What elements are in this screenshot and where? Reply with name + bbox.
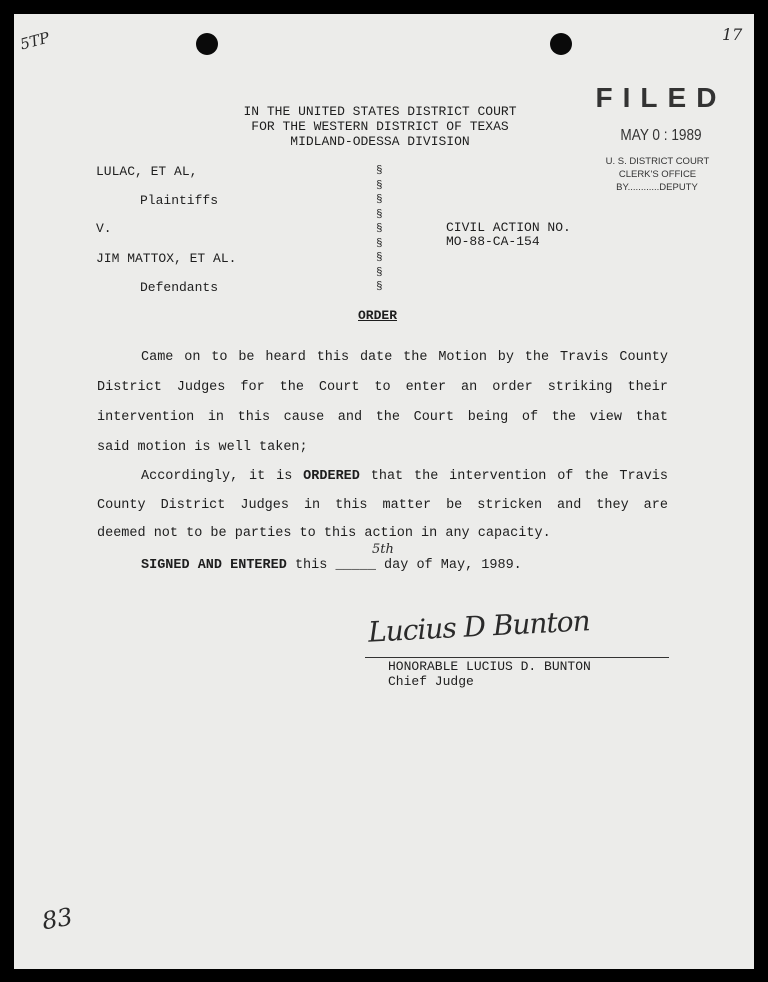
plaintiff-role: Plaintiffs	[140, 193, 219, 208]
filed-stamp-line: U. S. DISTRICT COURT	[605, 156, 710, 167]
body-line: Accordingly, it is ORDERED that the intervention of the Travis	[141, 469, 669, 484]
plaintiff-name: LULAC, ET AL,	[96, 164, 198, 179]
defendant-name: JIM MATTOX, ET AL.	[96, 251, 237, 266]
body-line: County District Judges in this matter be stricken and they are	[97, 498, 668, 513]
punch-hole	[196, 33, 218, 55]
handwritten-page-number: 17	[722, 25, 743, 44]
judge-signature: Lucius D Bunton	[367, 604, 591, 649]
versus: V.	[96, 221, 112, 236]
signed-line: SIGNED AND ENTERED this _____ day of May, 1989.	[141, 558, 522, 573]
body-line: said motion is well taken;	[97, 440, 308, 455]
court-heading: FOR THE WESTERN DISTRICT OF TEXAS	[251, 119, 509, 134]
defendant-role: Defendants	[140, 280, 219, 295]
handwritten-day: 5th	[372, 542, 394, 557]
signature-line	[365, 657, 669, 658]
filed-stamp-line: BY............DEPUTY	[616, 182, 698, 193]
filed-stamp-title: FILED	[595, 82, 727, 113]
document-title: ORDER	[358, 308, 398, 323]
body-line: District Judges for the Court to enter an order striking their	[97, 380, 668, 395]
handwritten-note: 83	[39, 902, 75, 936]
body-line: deemed not to be parties to this action in any capacity.	[97, 526, 551, 541]
civil-action-label: CIVIL ACTION NO.	[446, 220, 571, 235]
court-heading: MIDLAND-ODESSA DIVISION	[290, 134, 470, 149]
section-marks: § § § § § § § § §	[376, 165, 383, 293]
body-line: Came on to be heard this date the Motion by the Travis County	[141, 350, 668, 365]
civil-action-number: MO-88-CA-154	[446, 234, 540, 249]
punch-hole	[550, 33, 572, 55]
body-line: intervention in this cause and the Court being of the view that	[97, 410, 668, 425]
filed-stamp-line: CLERK'S OFFICE	[618, 169, 697, 180]
judge-name: HONORABLE LUCIUS D. BUNTON	[388, 659, 591, 674]
handwritten-note: 5TP	[18, 28, 52, 54]
court-heading: IN THE UNITED STATES DISTRICT COURT	[243, 104, 517, 119]
filed-stamp-date: MAY 0 : 1989	[620, 127, 702, 144]
judge-title: Chief Judge	[388, 674, 474, 689]
